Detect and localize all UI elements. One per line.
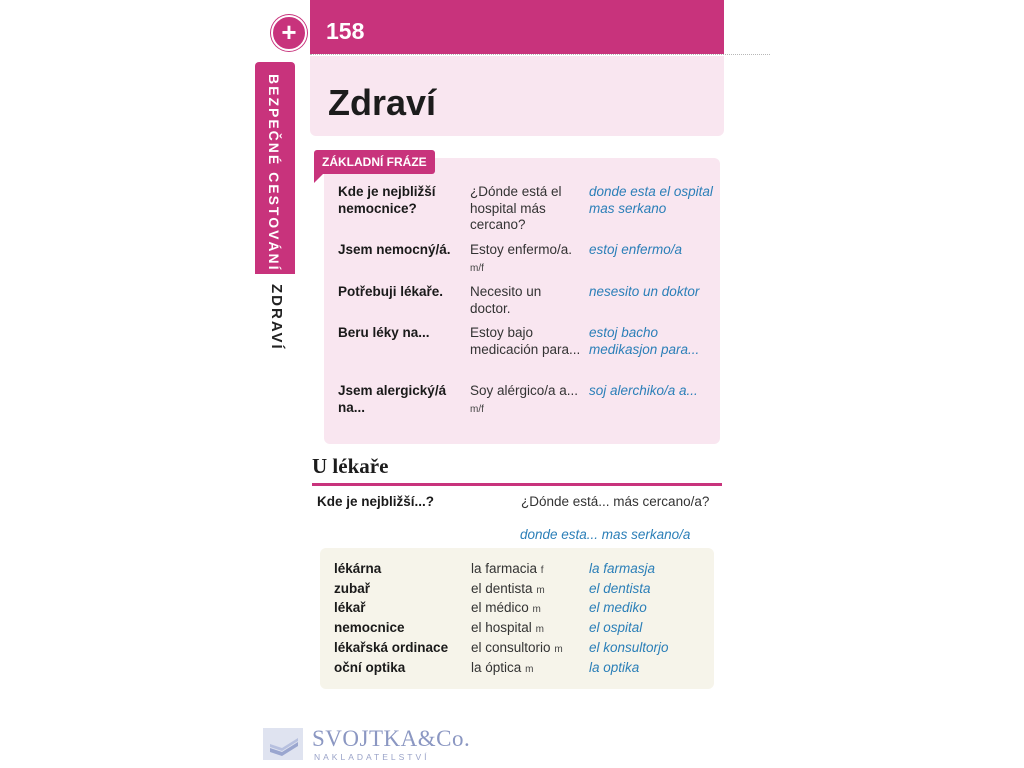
dotted-divider — [310, 54, 770, 55]
section-rule — [312, 483, 722, 486]
vocab-spanish: el médico m — [471, 600, 541, 615]
where-phrase-spanish: ¿Dónde está... más cercano/a? — [521, 494, 710, 509]
vocab-pronunciation: la optika — [589, 660, 640, 675]
gender-marker: m — [554, 644, 563, 655]
phrase-pronunciation: donde esta el ospital mas serkano — [589, 184, 713, 216]
vocab-czech: nemocnice — [334, 620, 405, 635]
section-title: U lékaře — [312, 454, 389, 478]
vocab-czech: oční optika — [334, 660, 406, 675]
phrase-pronunciation: estoj bacho medikasjon para... — [589, 325, 700, 357]
page-header-bar — [310, 0, 724, 54]
gender-marker: m/f — [470, 403, 484, 415]
phrase-spanish: Estoy enfermo/a. m/f — [470, 242, 573, 274]
phrase-czech: Beru léky na... — [338, 325, 430, 340]
vocab-pronunciation: la farmasja — [589, 561, 656, 576]
gender-marker: m — [525, 664, 534, 675]
phrase-czech: Jsem nemocný/á. — [338, 242, 451, 257]
vocab-czech: lékárna — [334, 561, 382, 576]
gender-marker: m — [536, 585, 545, 596]
vocab-spanish: la óptica m — [471, 660, 534, 675]
chapter-tab-label: BEZPEČNÉ CESTOVÁNÍ — [266, 74, 282, 272]
vocab-czech: lékař — [334, 600, 366, 615]
gender-marker: m/f — [470, 262, 484, 274]
phrase-czech: Potřebuji lékaře. — [338, 284, 444, 299]
vocab-czech: zubař — [334, 581, 371, 596]
tag-notch — [314, 174, 323, 183]
plus-icon: + — [271, 15, 307, 51]
vocab-czech: lékařská ordinace — [334, 640, 449, 655]
publisher-name: SVOJTKA&Co. — [312, 726, 471, 751]
basic-phrases-tag: ZÁKLADNÍ FRÁZE — [314, 150, 435, 174]
page-number: 158 — [326, 18, 365, 44]
vocab-spanish: el dentista m — [471, 581, 545, 596]
phrase-spanish: Estoy bajo medicación para... — [470, 325, 581, 357]
vocab-pronunciation: el ospital — [589, 620, 643, 635]
vocab-pronunciation: el mediko — [589, 600, 647, 615]
page-title: Zdraví — [328, 82, 437, 123]
vocab-spanish: el hospital m — [471, 620, 544, 635]
publisher-subtitle: NAKLADATELSTVÍ — [314, 752, 430, 762]
vocab-spanish: el consultorio m — [471, 640, 563, 655]
phrasebook-page — [254, 0, 724, 768]
title-box — [310, 56, 724, 136]
gender-marker: m — [535, 624, 544, 635]
phrase-czech: Kde je nejbližší nemocnice? — [338, 184, 436, 216]
vocab-pronunciation: el konsultorjo — [589, 640, 669, 655]
book-logo-icon — [262, 726, 306, 762]
phrase-spanish: ¿Dónde está el hospital más cercano? — [470, 184, 562, 232]
gender-marker: m — [532, 604, 541, 615]
gender-marker: f — [540, 565, 544, 576]
where-phrase-pronunciation: donde esta... mas serkano/a — [520, 527, 691, 542]
phrase-pronunciation: soj alerchiko/a a... — [589, 383, 698, 398]
phrase-pronunciation: estoj enfermo/a — [589, 242, 683, 257]
section-side-label: ZDRAVÍ — [268, 284, 285, 351]
chapter-side-tab — [255, 62, 295, 274]
phrase-spanish: Necesito un doctor. — [470, 284, 542, 316]
vocab-spanish: la farmacia f — [471, 561, 544, 576]
phrase-czech: Jsem alergický/á na... — [338, 383, 447, 415]
phrase-pronunciation: nesesito un doktor — [589, 284, 700, 299]
where-phrase-czech: Kde je nejbližší...? — [317, 494, 435, 509]
vocab-pronunciation: el dentista — [589, 581, 651, 596]
phrase-spanish: Soy alérgico/a a... m/f — [470, 383, 579, 415]
